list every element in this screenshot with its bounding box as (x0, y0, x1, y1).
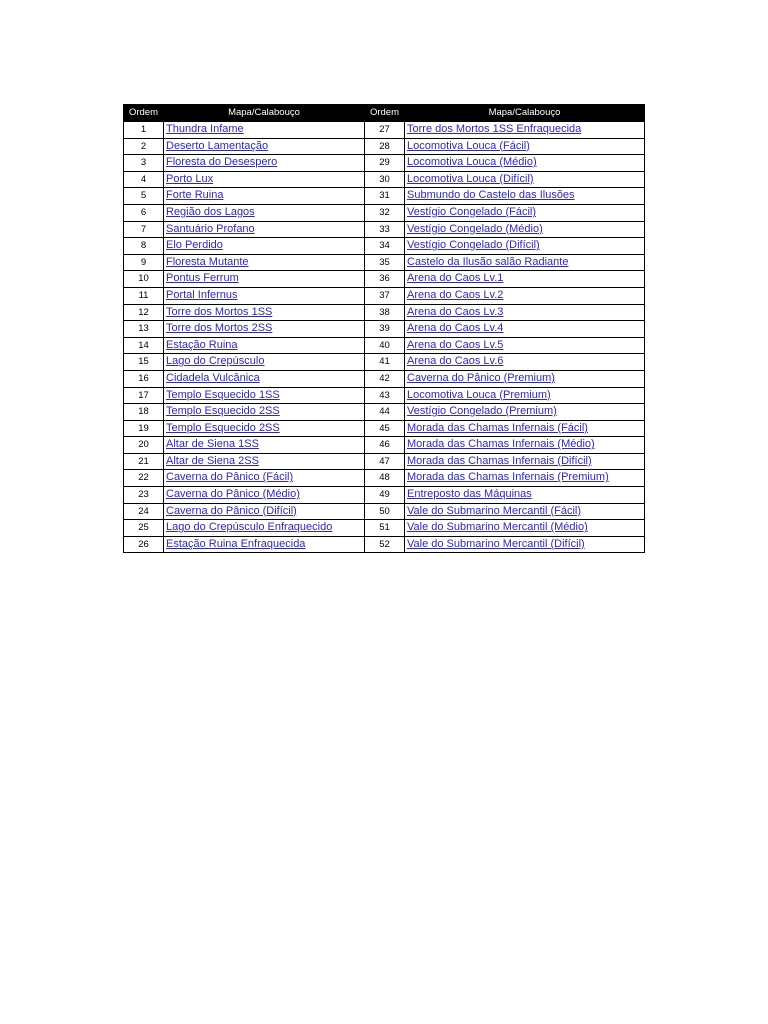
order-number-left: 20 (124, 437, 164, 454)
map-cell-left (164, 221, 365, 238)
map-cell-left (164, 321, 365, 338)
order-number-left: 12 (124, 304, 164, 321)
table-row (124, 304, 645, 321)
map-cell-right (405, 122, 645, 139)
map-cell-right (405, 304, 645, 321)
order-number-right: 30 (365, 171, 405, 188)
order-number-left: 9 (124, 254, 164, 271)
map-link-left[interactable]: Estação Ruina (166, 338, 238, 351)
map-link-left[interactable]: Forte Ruina (166, 189, 224, 202)
map-cell-right (405, 420, 645, 437)
table-row (124, 254, 645, 271)
order-number-right: 52 (365, 536, 405, 553)
order-number-right: 36 (365, 271, 405, 288)
order-number-left: 18 (124, 404, 164, 421)
map-cell-right (405, 354, 645, 371)
table-row (124, 453, 645, 470)
table-header (124, 105, 645, 122)
order-number-right: 28 (365, 138, 405, 155)
map-link-left[interactable]: Torre dos Mortos 1SS (166, 305, 273, 318)
map-cell-left (164, 487, 365, 504)
map-cell-left (164, 420, 365, 437)
map-link-right[interactable]: Arena do Caos Lv.6 (407, 355, 504, 368)
map-cell-left (164, 155, 365, 172)
map-cell-right (405, 404, 645, 421)
map-cell-left (164, 138, 365, 155)
map-link-right[interactable]: Morada das Chamas Infernais (Premium) (407, 471, 609, 484)
table-row (124, 221, 645, 238)
table-row (124, 204, 645, 221)
map-link-left[interactable]: Lago do Crepúsculo (166, 355, 265, 368)
order-number-left: 19 (124, 420, 164, 437)
map-cell-right (405, 271, 645, 288)
map-link-right[interactable]: Arena do Caos Lv.1 (407, 272, 504, 285)
map-link-right[interactable]: Submundo do Castelo das Ilusões (407, 189, 575, 202)
order-number-left: 7 (124, 221, 164, 238)
table-row (124, 420, 645, 437)
order-number-right: 48 (365, 470, 405, 487)
map-link-right[interactable]: Morada das Chamas Infernais (Médio) (407, 438, 595, 451)
map-cell-right (405, 204, 645, 221)
table-row (124, 387, 645, 404)
table-row (124, 238, 645, 255)
map-cell-left (164, 204, 365, 221)
map-cell-right (405, 321, 645, 338)
map-link-left[interactable]: Porto Lux (166, 172, 214, 185)
map-cell-right (405, 287, 645, 304)
map-cell-right (405, 171, 645, 188)
map-link-right[interactable]: Vestígio Congelado (Difícil) (407, 239, 540, 252)
map-cell-left (164, 287, 365, 304)
order-number-right: 31 (365, 188, 405, 205)
map-cell-left (164, 453, 365, 470)
map-link-left[interactable]: Elo Perdido (166, 239, 223, 252)
map-link-left[interactable]: Caverna do Pânico (Médio) (166, 488, 300, 501)
map-cell-right (405, 487, 645, 504)
dungeon-order-table (123, 104, 645, 553)
map-link-left[interactable]: Deserto Lamentação (166, 139, 269, 152)
map-link-left[interactable]: Portal Infernus (166, 288, 238, 301)
order-number-left: 15 (124, 354, 164, 371)
order-number-left: 21 (124, 453, 164, 470)
map-link-right[interactable]: Locomotiva Louca (Médio) (407, 156, 537, 169)
table-row (124, 287, 645, 304)
order-number-left: 3 (124, 155, 164, 172)
map-link-left[interactable]: Templo Esquecido 1SS (166, 388, 280, 401)
map-cell-left (164, 520, 365, 537)
order-number-left: 17 (124, 387, 164, 404)
table-row (124, 138, 645, 155)
map-link-left[interactable]: Templo Esquecido 2SS (166, 405, 280, 418)
order-number-left: 8 (124, 238, 164, 255)
table-row (124, 271, 645, 288)
map-cell-right (405, 453, 645, 470)
map-cell-right (405, 503, 645, 520)
table-row (124, 122, 645, 139)
map-cell-left (164, 404, 365, 421)
map-cell-left (164, 171, 365, 188)
map-cell-left (164, 271, 365, 288)
map-link-left[interactable]: Templo Esquecido 2SS (166, 421, 280, 434)
map-link-right[interactable]: Vestígio Congelado (Premium) (407, 405, 557, 418)
header-order-left: Ordem (124, 105, 164, 122)
order-number-left: 23 (124, 487, 164, 504)
map-cell-right (405, 221, 645, 238)
order-number-left: 10 (124, 271, 164, 288)
map-cell-right (405, 138, 645, 155)
map-link-left[interactable]: Caverna do Pânico (Fácil) (166, 471, 294, 484)
order-number-right: 42 (365, 370, 405, 387)
map-cell-left (164, 122, 365, 139)
header-map-right: Mapa/Calabouço (405, 105, 645, 122)
table-row (124, 487, 645, 504)
order-number-left: 26 (124, 536, 164, 553)
order-number-left: 16 (124, 370, 164, 387)
map-link-left[interactable]: Região dos Lagos (166, 205, 255, 218)
table-row (124, 503, 645, 520)
table-row (124, 337, 645, 354)
header-map-left: Mapa/Calabouço (164, 105, 365, 122)
map-cell-left (164, 188, 365, 205)
order-number-right: 27 (365, 122, 405, 139)
table-row (124, 321, 645, 338)
table-body (124, 122, 645, 553)
map-link-right[interactable]: Castelo da Ilusão salão Radiante (407, 255, 569, 268)
order-number-right: 32 (365, 204, 405, 221)
order-number-right: 44 (365, 404, 405, 421)
order-number-left: 5 (124, 188, 164, 205)
map-link-right[interactable]: Arena do Caos Lv.3 (407, 305, 504, 318)
map-link-right[interactable]: Vale do Submarino Mercantil (Difícil) (407, 537, 585, 550)
map-link-left[interactable]: Cidadela Vulcânica (166, 371, 260, 384)
map-cell-right (405, 370, 645, 387)
order-number-left: 4 (124, 171, 164, 188)
map-link-left[interactable]: Estação Ruina Enfraquecida (166, 537, 306, 550)
table-row (124, 520, 645, 537)
header-row (124, 105, 645, 122)
order-number-left: 22 (124, 470, 164, 487)
table-row (124, 404, 645, 421)
map-cell-right (405, 238, 645, 255)
map-link-right[interactable]: Locomotiva Louca (Fácil) (407, 139, 530, 152)
map-link-right[interactable]: Caverna do Pânico (Premium) (407, 371, 555, 384)
order-number-left: 14 (124, 337, 164, 354)
map-link-left[interactable]: Santuário Profano (166, 222, 255, 235)
table-row (124, 536, 645, 553)
order-number-right: 43 (365, 387, 405, 404)
map-cell-right (405, 470, 645, 487)
map-cell-right (405, 254, 645, 271)
map-link-left[interactable]: Torre dos Mortos 2SS (166, 322, 273, 335)
order-number-left: 2 (124, 138, 164, 155)
map-link-right[interactable]: Vestígio Congelado (Médio) (407, 222, 543, 235)
map-link-right[interactable]: Locomotiva Louca (Premium) (407, 388, 551, 401)
map-link-left[interactable]: Caverna do Pânico (Difícil) (166, 504, 297, 517)
order-number-right: 39 (365, 321, 405, 338)
order-number-right: 45 (365, 420, 405, 437)
map-cell-left (164, 238, 365, 255)
order-number-left: 6 (124, 204, 164, 221)
order-number-right: 35 (365, 254, 405, 271)
table-row (124, 437, 645, 454)
map-cell-right (405, 155, 645, 172)
order-number-left: 24 (124, 503, 164, 520)
map-cell-left (164, 503, 365, 520)
order-number-left: 11 (124, 287, 164, 304)
order-number-right: 41 (365, 354, 405, 371)
table-row (124, 470, 645, 487)
map-link-right[interactable]: Vale do Submarino Mercantil (Fácil) (407, 504, 582, 517)
map-link-right[interactable]: Arena do Caos Lv.2 (407, 288, 504, 301)
map-cell-left (164, 470, 365, 487)
order-number-right: 51 (365, 520, 405, 537)
map-link-right[interactable]: Morada das Chamas Infernais (Difícil) (407, 454, 592, 467)
map-cell-right (405, 520, 645, 537)
map-link-right[interactable]: Locomotiva Louca (Difícil) (407, 172, 534, 185)
map-link-left[interactable]: Altar de Siena 2SS (166, 454, 259, 467)
order-number-right: 50 (365, 503, 405, 520)
order-number-right: 49 (365, 487, 405, 504)
map-cell-right (405, 437, 645, 454)
map-link-left[interactable]: Pontus Ferrum (166, 272, 239, 285)
order-number-right: 34 (365, 238, 405, 255)
order-number-right: 46 (365, 437, 405, 454)
table-row (124, 188, 645, 205)
order-number-right: 37 (365, 287, 405, 304)
order-number-left: 25 (124, 520, 164, 537)
map-link-left[interactable]: Thundra Infame (166, 123, 244, 135)
order-number-left: 13 (124, 321, 164, 338)
map-cell-left (164, 536, 365, 553)
order-number-left: 1 (124, 122, 164, 139)
table-row (124, 354, 645, 371)
map-link-right[interactable]: Arena do Caos Lv.4 (407, 322, 504, 335)
table-row (124, 155, 645, 172)
order-number-right: 47 (365, 453, 405, 470)
map-link-right[interactable]: Arena do Caos Lv.5 (407, 338, 504, 351)
map-cell-right (405, 337, 645, 354)
map-cell-left (164, 437, 365, 454)
map-cell-left (164, 354, 365, 371)
order-number-right: 33 (365, 221, 405, 238)
map-link-right[interactable]: Entreposto das Máquinas (407, 488, 532, 501)
table-row (124, 171, 645, 188)
map-cell-left (164, 387, 365, 404)
map-cell-left (164, 304, 365, 321)
map-cell-left (164, 254, 365, 271)
map-link-left[interactable]: Floresta Mutante (166, 255, 249, 268)
map-cell-right (405, 387, 645, 404)
map-cell-left (164, 370, 365, 387)
map-cell-right (405, 536, 645, 553)
map-link-left[interactable]: Lago do Crepúsculo Enfraquecido (166, 521, 333, 534)
order-number-right: 40 (365, 337, 405, 354)
map-cell-left (164, 337, 365, 354)
map-link-right[interactable]: Vale do Submarino Mercantil (Médio) (407, 521, 588, 534)
map-link-left[interactable]: Altar de Siena 1SS (166, 438, 259, 451)
map-link-left[interactable]: Floresta do Desespero (166, 156, 278, 169)
order-number-right: 29 (365, 155, 405, 172)
map-cell-right (405, 188, 645, 205)
map-link-right[interactable]: Torre dos Mortos 1SS Enfraquecida (407, 123, 582, 135)
map-link-right[interactable]: Morada das Chamas Infernais (Fácil) (407, 421, 588, 434)
table-row (124, 370, 645, 387)
order-number-right: 38 (365, 304, 405, 321)
header-order-right: Ordem (365, 105, 405, 122)
map-link-right[interactable]: Vestígio Congelado (Fácil) (407, 205, 537, 218)
